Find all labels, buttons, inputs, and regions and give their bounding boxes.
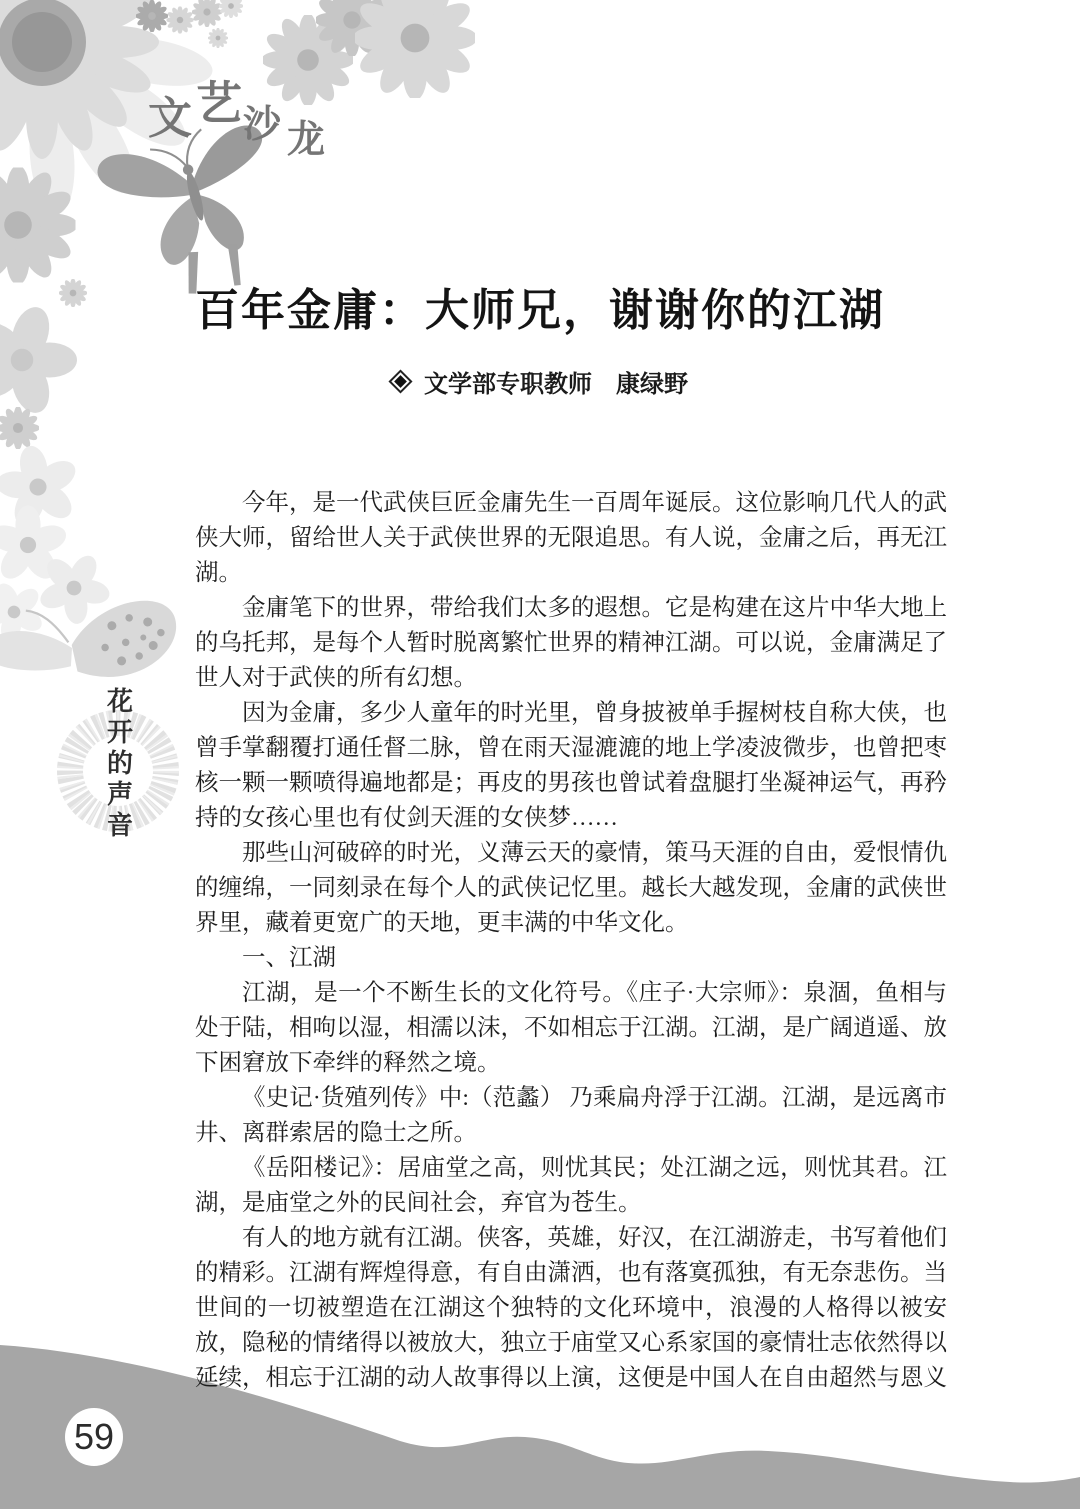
vertical-title-char: 的 bbox=[106, 749, 133, 778]
byline-text: 文学部专职教师 康绿野 bbox=[424, 371, 688, 398]
page-number: 59 bbox=[73, 1416, 115, 1457]
article-body bbox=[195, 486, 947, 1396]
paragraph: 那些山河破碎的时光，义薄云天的豪情，策马天涯的自由，爱恨情仇的缠绵，一同刻录在每个人的武侠记忆里。越长大越发现，金庸的武侠世界里，藏着更宽广的天地，更丰满的中华文化。 bbox=[195, 840, 947, 936]
vertical-title-char: 声 bbox=[106, 780, 133, 809]
paragraph: 金庸笔下的世界，带给我们太多的遐想。它是构建在这片中华大地上的乌托邦，是每个人暂时脱离繁忙世界的精神江湖。可以说，金庸满足了世人对于武侠的所有幻想。 bbox=[195, 595, 947, 691]
left-margin-flowers bbox=[0, 165, 125, 653]
section-heading: 一、江湖 bbox=[242, 945, 336, 971]
paragraph: 江湖，是一个不断生长的文化符号。《庄子·大宗师》：泉涸，鱼相与处于陆，相呴以湿，相濡以沫，不如相忘于江湖。江湖，是广阔逍遥、放下困窘放下牵绊的释然之境。 bbox=[195, 980, 947, 1076]
paragraph: 有人的地方就有江湖。侠客，英雄，好汉，在江湖游走，书写着他们的精彩。江湖有辉煌得意，有自由潇洒，也有落寞孤独，有无奈悲伤。当世间的一切被塑造在江湖这个独特的文化环境中，浪漫的人格得以被安放，隐秘的情绪得以被放大，独立于庙堂又心系家国的豪情壮志依然得以延续，相忘于江湖的动人故事得以上演，这便是中国人在自由超然与恩义 bbox=[195, 1225, 947, 1391]
article-title: 百年金庸：大师兄，谢谢你的江湖 bbox=[195, 286, 885, 335]
vertical-title-char: 花 bbox=[106, 687, 133, 716]
paragraph: 今年，是一代武侠巨匠金庸先生一百周年诞辰。这位影响几代人的武侠大师，留给世人关于武侠世界的无限追思。有人说，金庸之后，再无江湖。 bbox=[195, 490, 947, 586]
section-header-char: 沙 bbox=[243, 104, 282, 146]
diamond-bullet-icon bbox=[388, 369, 412, 393]
vertical-title-char: 开 bbox=[106, 718, 133, 747]
page-number-badge bbox=[65, 1408, 123, 1466]
paragraph: 《岳阳楼记》：居庙堂之高，则忧其民；处江湖之远，则忧其君。江湖，是庙堂之外的民间社会，弃官为苍生。 bbox=[195, 1155, 947, 1216]
section-header-char: 艺 bbox=[196, 77, 242, 129]
sidebar-vertical-title bbox=[103, 686, 137, 841]
paragraph: 《史记·货殖列传》中:（范蠡） 乃乘扁舟浮于江湖。江湖，是远离市井、离群索居的隐士之所。 bbox=[195, 1085, 947, 1146]
daisy-cluster-top-right bbox=[261, 0, 477, 107]
section-header-char: 龙 bbox=[287, 119, 326, 161]
vertical-title-char: 音 bbox=[106, 811, 133, 840]
paragraph: 因为金庸，多少人童年的时光里，曾身披被单手握树枝自称大侠，也曾手掌翻覆打通任督二脉，曾在雨天湿漉漉的地上学凌波微步，也曾把枣核一颗一颗喷得遍地都是；再皮的男孩也曾试着盘腿打坐凝神运气，再矜持的女孩心里也有仗剑天涯的女侠梦…… bbox=[195, 700, 947, 831]
section-header-char: 文 bbox=[148, 94, 192, 143]
article-byline bbox=[0, 364, 1080, 399]
